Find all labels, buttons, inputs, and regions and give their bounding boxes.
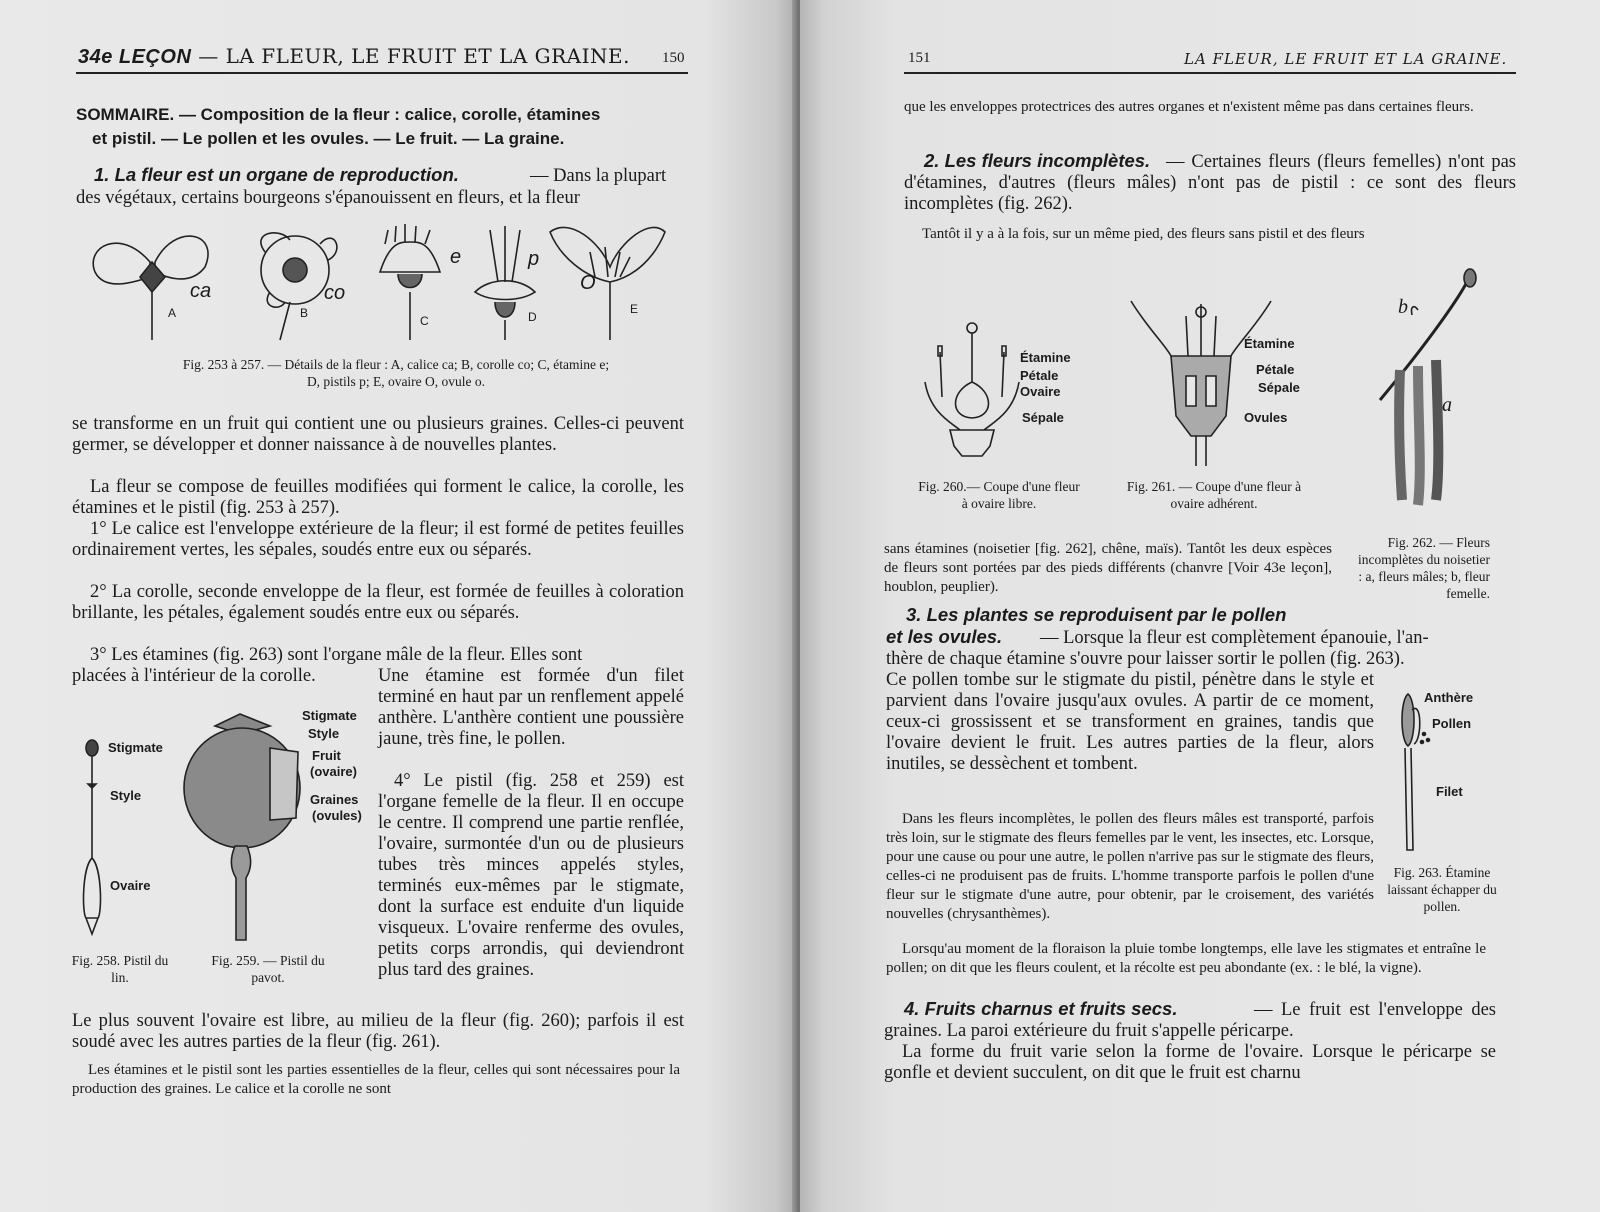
fig253-caption-1: Fig. 253 à 257. — Détails de la fleur : A, calice ca; B, corolle co; C, étamine e; [182,357,610,372]
label-D: D [528,310,537,324]
right-running-head: LA FLEUR, LE FRUIT ET LA GRAINE. [1184,50,1508,68]
flower-c-drawing [380,224,440,340]
section-3-heading-line-1: 3. Les plantes se reproduisent par le pollen [906,604,1287,625]
fig260-label-sepale: Sépale [1022,410,1064,425]
fig259-label-style: Style [308,726,340,741]
fig261-label-petale: Pétale [1256,362,1295,377]
fig263-label-anthere: Anthère [1424,690,1474,705]
paragraph-etamines-line-2: placées à l'intérieur de la corolle. [72,666,316,686]
page-number-left: 150 [662,50,685,66]
label-ca: ca [190,280,212,302]
section-4-heading: 4. Fruits charnus et fruits secs. [904,998,1178,1019]
fig259-label-ovaire: (ovaire) [310,764,357,779]
fig262-label-b: b [1398,296,1408,318]
pistil-lin-figure [72,738,112,938]
paragraph-ovaire-libre: Le plus souvent l'ovaire est libre, au milieu de la fleur (fig. 260); parfois il est soudé avec les autres parties de la fleur (fig. 261). [72,1011,684,1052]
fig259-label-fruit: Fruit [312,748,341,763]
fig258-label-style: Style [110,788,142,803]
section-3-text-body: Ce pollen tombe sur le stigmate du pistil, pénètre dans le style et parvient dans l'ovaire jusqu'aux ovules. A partir de ce moment, ceux-ci grossissent et se transforment en graines, tandis que l'ovaire devient le fruit. Les autres parties de la fleur, alors inutiles, se dessèchent et tombent. [886,670,1374,774]
fig260-label-petale: Pétale [1020,368,1059,383]
fig260-label-etamine: Étamine [1020,350,1071,365]
fig259-label-ovules: (ovules) [312,808,362,823]
flower-d-drawing [475,226,535,340]
section-4-text-1: — Le fruit est l'enveloppe des graines. La paroi extérieure du fruit s'appelle péricarpe. [884,1000,1496,1041]
section-2-heading: 2. Les fleurs incomplètes. [924,150,1151,171]
page-number-right: 151 [908,50,931,66]
paragraph-composition: La fleur se compose de feuilles modifiées qui forment le calice, la corolle, les étamines et le pistil (fig. 253 à 257). [72,477,684,518]
label-p: p [528,248,540,270]
section-3-heading-line-2: et les ovules. [886,626,1003,647]
label-C: C [420,314,429,328]
paragraph-corolle: 2° La corolle, seconde enveloppe de la fleur, est formée de feuilles à coloration brillante, les pétales, également soudés entre eux ou séparés. [72,582,684,623]
fig261-caption: Fig. 261. — Coupe d'une fleur à ovaire adhérent. [1126,479,1302,511]
fig262-label-a: a [1442,394,1452,416]
fig262-caption: Fig. 262. — Fleurs incomplètes du noisetier : a, fleurs mâles; b, fleur femelle. [1358,535,1490,601]
fig261-drawing [1126,296,1276,468]
flower-details-figure [80,222,690,352]
label-B: B [300,306,309,320]
section-2-text: — Certaines fleurs (fleurs femelles) n'ont pas d'étamines, d'autres (fleurs mâles) n'ont pas de pistil : ce sont des fleurs incomplètes (fig. 262). [904,152,1516,214]
fig258-label-ovaire: Ovaire [110,878,151,893]
flower-e-drawing [550,227,665,340]
fig260-drawing [920,322,1030,462]
fig261-label-sepale: Sépale [1258,380,1300,395]
section-3-small-text-2: Lorsqu'au moment de la floraison la pluie tombe longtemps, elle lave les stigmates et entraîne le pollen; on dit que les fleurs coulent, et la récolte est peu abondante (ex. : le blé, la vigne). [886,941,1486,976]
section-1-text-line-2: des végétaux, certains bourgeons s'épanouissent en fleurs, et la fleur [76,188,580,208]
paragraph-etamine-filet: Une étamine est formée d'un filet terminé en haut par un renflement appelé anthère. L'anthère contient une poussière jaune, très fine, le pollen. [378,666,684,749]
paragraph-etamines-line-1: 3° Les étamines (fig. 263) sont l'organe mâle de la fleur. Elles sont [90,645,583,665]
fig260-caption: Fig. 260.— Coupe d'une fleur à ovaire libre. [918,479,1080,511]
lesson-title: — LA FLEUR, LE FRUIT ET LA GRAINE. [198,44,630,68]
label-o: O [580,272,596,294]
fig263-caption: Fig. 263. Étamine laissant échapper du pollen. [1387,865,1497,914]
label-co: co [324,282,346,304]
sommaire-line-1: SOMMAIRE. — Composition de la fleur : calice, corolle, étamines [76,105,601,124]
paragraph-enveloppes: que les enveloppes protectrices des autres organes et n'existent même pas dans certaines fleurs. [904,99,1474,115]
right-page [800,0,1600,1212]
section-3-small-text: Dans les fleurs incomplètes, le pollen des fleurs mâles est transporté, parfois très loin, sur le stigmate des fleurs femelles par le vent, les insectes, etc. Lorsque, pour une cause ou pour une autre, le pollen n'arrive pas sur le stigmate des fleurs, celles-ci ne produisent pas de fruits. L'homme transporte parfois le pollen d'une fleur sur le stigmate d'une autre, pour obtenir, par le croisement, des variétés nouvelles (chrysanthèmes). [886,811,1374,922]
section-1-heading: 1. La fleur est un organe de reproduction. [94,164,459,185]
left-running-head [78,44,630,69]
lesson-number: 34e LEÇON [78,46,192,68]
fig253-caption-2: D, pistils p; E, ovaire O, ovule o. [306,374,486,389]
fig260-label-ovaire: Ovaire [1020,384,1061,399]
section-3-text-line-2: thère de chaque étamine s'ouvre pour laisser sortir le pollen (fig. 263). [886,649,1405,669]
fig263-label-filet: Filet [1436,784,1463,799]
section-3-text-line-1: — Lorsque la fleur est complètement épanouie, l'an- [1040,628,1429,648]
paragraph-fruit: se transforme en un fruit qui contient une ou plusieurs graines. Celles-ci peuvent germer, se développer et donner naissance à de nouvelles plantes. [72,414,684,455]
fig262-drawing [1370,270,1490,520]
header-rule-left [76,72,688,74]
section-4-text-2: La forme du fruit varie selon la forme de l'ovaire. Lorsque le péricarpe se gonfle et devient succulent, on dit que le fruit est charnu [884,1042,1496,1083]
fig259-label-graines: Graines [310,792,359,807]
fig258-label-stigmate: Stigmate [108,740,163,755]
label-e: e [450,246,462,268]
section-1-text-start: — Dans la plupart [530,166,667,186]
fig263-drawing [1396,690,1436,860]
fig261-label-etamine: Étamine [1244,336,1295,351]
fig263-label-pollen: Pollen [1432,716,1472,731]
section-2-small-text: Tantôt il y a à la fois, sur un même pied, des fleurs sans pistil et des fleurs [922,226,1365,242]
sommaire-line-2: et pistil. — Le pollen et les ovules. — Le fruit. — La graine. [92,129,565,148]
paragraph-parties-essentielles: Les étamines et le pistil sont les parties essentielles de la fleur, celles qui sont nécessaires pour la production des graines. Le calice et la corolle ne sont [72,1062,680,1097]
label-A: A [168,306,177,320]
pistil-pavot-figure [180,708,310,948]
paragraph-calice: 1° Le calice est l'enveloppe extérieure de la fleur; il est formé de petites feuilles ordinairement vertes, les sépales, soudés entre eux ou séparés. [72,519,684,560]
fig261-label-ovules: Ovules [1244,410,1288,425]
section-2-small-continued: sans étamines (noisetier [fig. 262], chêne, maïs). Tantôt les deux espèces de fleurs sont portées par des pieds différents (chanvre [Voir 43e leçon], houblon, peuplier). [884,541,1332,595]
fig259-label-stigmate: Stigmate [302,708,357,723]
paragraph-pistil: 4° Le pistil (fig. 258 et 259) est l'organe femelle de la fleur. Il en occupe le centre. Il comprend une partie renflée, l'ovaire, surmontée d'un ou de plusieurs tubes très minces appelés styles, terminés eux-mêmes par le stigmate, dont la surface est enduite d'un liquide visqueux. L'ovaire renferme des ovules, petits corps arrondis, qui deviendront plus tard des graines. [378,771,684,980]
header-rule-right [904,72,1516,74]
label-E: E [630,302,639,316]
fig258-caption: Fig. 258. Pistil du lin. [71,953,169,985]
fig259-caption: Fig. 259. — Pistil du pavot. [211,953,325,985]
